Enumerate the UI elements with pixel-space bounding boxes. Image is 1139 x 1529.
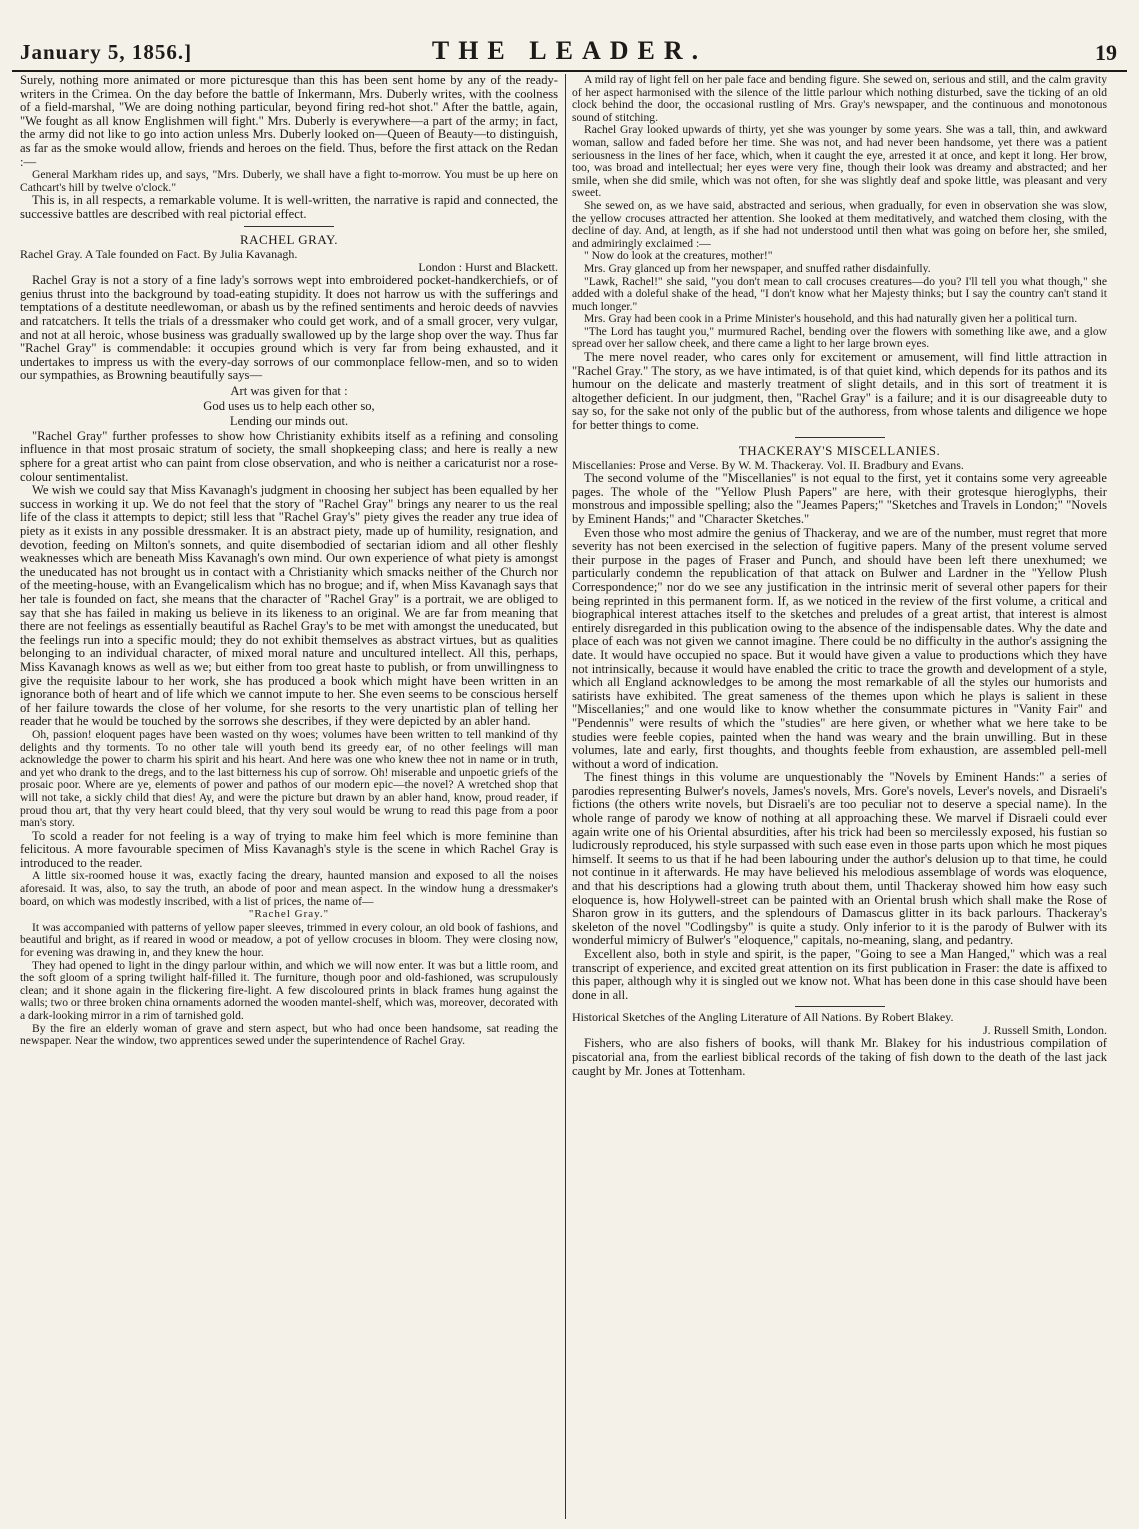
bibliography-entry: Miscellanies: Prose and Verse. By W. M. Thackeray. Vol. II. Bradbury and Evans. <box>572 458 964 473</box>
bib-publisher: J. Russell Smith, London. <box>982 1023 1107 1038</box>
quote-paragraph: "The Lord has taught you," murmured Rachel, bending over the flowers with something like awe, and a glow spread over her sallow cheek, and there came a light to her large brown eyes. <box>572 324 1107 351</box>
page-number: 19 <box>1095 40 1117 65</box>
bib-publisher: London : Hurst and Blackett. <box>418 260 558 275</box>
right-column <box>572 74 1107 1519</box>
quote-paragraph: Rachel Gray looked upwards of thirty, yet she was younger by some years. She was a tall, thin, and awkward woman, sallow and faded before her time. She was not, and had never been handsome, yet there was a patient seriousness in the lines of her face, which, when it caught the eye, arrested it at once, and kept it long. Her brow, too, was broad and intellectual; her eyes were very fine, though their look was dreamy and abstracted; and her smile, when she did smile, which was not often, for she was slightly deaf and spoke little, was pleasant and very sweet. <box>572 123 1107 200</box>
issue-date: January 5, 1856.] <box>20 40 193 64</box>
quote-paragraph: Oh, passion! eloquent pages have been wasted on thy woes; volumes have been written to tell mankind of thy delights and thy torments. To no other tale will youth bend its greedy ear, of no other feelings will man acknowledge the power to charm his spirit and his heart. And here was one who knew thee not in name or in truth, and yet who drank to the dregs, and to the last bitterness his cup of sorrow. Oh! miserable and unpoetic griefs of the prosaic poor. Where are ye, elements of power and pathos of our modern epic—the novel? A wretched shop that will not take, a sickly child that dies! Ay, and were the picture but drawn by an abler hand, know, proud reader, if proud thou art, that thy very heart could bleed, that thy very soul would be wrung to read this page from a poor man's story. <box>20 727 558 830</box>
paragraph: Rachel Gray is not a story of a fine lady's sorrows wept into embroidered pocket-handkerchiefs, or of genius thrust into the background by toad-eating stupidity. It does not harrow us with the sufferings and temptations of a destitute needlewoman, or abash us by the refined sentiments and heroic deeds of navvies and ratcatchers. It tells the trials of a dressmaker who could get work, and of a small grocer, very vulgar, and not at all heroic, whose business was gradually swallowed up by the large shop over the way. Thus far "Rachel Gray" is commendable: it occupies ground which is very far from being exhausted, and it undertakes to impress us with the every-day sorrows of our commonplace fellow-men, and so to widen our sympathies, as Browning beautifully says— <box>20 273 558 383</box>
paragraph: The second volume of the "Miscellanies" is not equal to the first, yet it contains some very agreeable pages. The whole of the "Yellow Plush Papers" are here, with their grotesque hieroglyphs, their monstrous and impossible spelling; also the "Jeames Papers;" "Sketches and Travels in London;" "Novels by Eminent Hands;" and "Character Sketches." <box>572 471 1107 526</box>
left-column <box>20 74 558 1519</box>
bib-title: Rachel Gray. A Tale founded on Fact. By Julia Kavanagh. <box>20 247 298 262</box>
paragraph: The mere novel reader, who cares only for excitement or amusement, will find little attraction in "Rachel Gray." The story, as we have intimated, is of that quiet kind, which depends for its pathos and its humour on the delicate and masterly treatment of slight details, and in this sort of treatment it is altogether deficient. In our judgment, then, "Rachel Gray" is a failure; and it is our disagreeable duty to say so, for the sake not only of the public but of the authoress, from whose talents and diligence we hope for better things to come. <box>572 350 1107 433</box>
paragraph: "Rachel Gray" further professes to show how Christianity exhibits itself as a refining and consoling influence in that most prosaic stratum of society, the small shopkeeping class; and here is really a new sphere for a great artist who can paint from close observation, and who is neither a caricaturist nor a rose-colour sentimentalist. <box>20 428 558 484</box>
quote-paragraph: A mild ray of light fell on her pale face and bending figure. She sewed on, serious and still, and the calm gravity of her aspect harmonised with the silence of the little parlour which nothing disturbed, save the ticking of an old clock behind the door, the occasional rustling of Mrs. Gray's newspaper, and the continuous and monotonous sound of stitching. <box>572 74 1107 124</box>
quote-paragraph: "Lawk, Rachel!" she said, "you don't mean to call crocuses creatures—do you? I'll tell you what though," she added with a doleful shake of the head, "I don't know what her Majesty thinks; but I say the country can't stand it much longer." <box>572 274 1107 313</box>
quote-paragraph: It was accompanied with patterns of yellow paper sleeves, trimmed in every colour, an old book of fashions, and beautiful and bright, as if reared in wood or meadow, a pot of yellow crocuses in bloom. They were closing now, for evening was drawing in, and they knew the hour. <box>20 920 558 960</box>
verse-line: Art was given for that : <box>230 383 348 398</box>
quote-paragraph: She sewed on, as we have said, abstracted and serious, when gradually, for even in observation she was slow, the yellow crocuses attracted her attention. She looked at them meditatively, and watched them closing, with the decline of day. And, at length, as if she had not understood until then what was going on before her, she smiled, and admiringly exclaimed :— <box>572 198 1107 250</box>
paragraph: Surely, nothing more animated or more picturesque than this has been sent home by any of the ready-writers in the Crimea. On the day before the battle of Inkermann, Mrs. Duberly writes, with the coolness of a field-marshal, "We are doing nothing particular, beyond firing red-hot shot." After the battle, again, "We fought as all know Englishmen will fight." Mrs. Duberly is everywhere—a part of the army; in fact, the army did not like to go into action unless Mrs. Duberly looked on—Queen of Beauty—to distinguish, as far as the smoke would allow, friends and heroes on the field. Thus, before the first attack on the Redan :— <box>20 74 558 169</box>
paragraph: Even those who most admire the genius of Thackeray, and we are of the number, must regret that more severity has not been exercised in the selection of fugitive papers. Many of the present volume served their purpose in the pages of Fraser and Punch, and should have been left there unexhumed; we particularly condemn the republication of that attack on Bulwer and Lardner in the "Yellow Plush Correspondence;" nor do we see any justification in the intrinsic merit of several other papers for their being reprinted in this permanent form. If, as we noticed in the review of the first volume, a critical and biographical interest attaches itself to the sketches and preludes of a great artist, that interest is almost entirely disregarded in this publication owing to the absence of the indispensable dates. Why the date and place of each was not given we cannot imagine. There could be no difficulty in the author's assigning the date. It would have occupied no space. But it would have given a value to productions which they have not intrinsically, because it would have enabled the critic to trace the growth and development of a style, which all England acknowledges to be among the most remarkable of all the styles our humorists and satirists have exhibited. The great sameness of the themes upon which he plays is salient in these "Miscellanies;" and one would like to know whether the consummate pictures in "Vanity Fair" and "Pendennis" were results of which the "studies" are here given, or whether what we here take to be studies were feeble copies, painted when the hand was weary and the brain unwilling. But in these volumes, late and early, first thoughts, and thoughts feeble from exhaustion, are assembled pell-mell without a word of indication. <box>572 525 1107 771</box>
review-title: RACHEL GRAY. <box>240 231 338 247</box>
bibliography-entry <box>20 248 558 274</box>
shop-sign-quote: "Rachel Gray." <box>248 908 330 921</box>
verse-line: Lending our minds out. <box>229 413 349 428</box>
page-header <box>12 34 1127 68</box>
quote-paragraph: A little six-roomed house it was, exactly facing the dreary, haunted mansion and exposed to all the noises aforesaid. It was, also, to say the truth, an abode of poor and mean aspect. In the window hung a dressmaker's board, on which was modestly inscribed, with a list of prices, the name of— <box>20 869 558 908</box>
quote-paragraph: " Now do look at the creatures, mother!" <box>584 249 773 263</box>
header-rule <box>12 70 1127 72</box>
paragraph: We wish we could say that Miss Kavanagh's judgment in choosing her subject has been equalled by her success in working it up. We do not feel that the story of "Rachel Gray" brings any nearer to us the real life of the class it attempts to depict; still less that "Rachel Gray's" piety gives the reader any true idea of piety as it exists in any possible dressmaker. It is an abstract piety, made up of humility, resignation, and devotion, feeding on Milton's sonnets, and quite disembodied of sectarian idiom and all other fleshly weaknesses which are beneath Miss Kavanagh's own mind. Our own experience of what piety is amongst the uneducated has not brought us in contact with a Christianity which smacks neither of the Church nor of the meeting-house, with an Evangelicalism which has no brogue; and if, when Miss Kavanagh says that her tale is founded on fact, she means that the character of "Rachel Gray" is a portrait, we are obliged to say that she has failed in making us believe in its likeness to an original. We are far from meaning that there are not feelings as essentially beautiful as Rachel Gray's to be met with amongst the uneducated, but the feelings run into a specific mould; they do not exhibit themselves as abstract virtues, but as qualities belonging to an individual character, of mixed moral nature and uncultured intellect. All this, perhaps, Miss Kavanagh knows as well as we; but either from too great haste to publish, or from unwillingness to give the requisite labour to her work, she has produced a book which might have been written in an ignorance both of heart and of life which we cannot impute to her. She even seems to be conscious herself of her failure towards the close of her volume, for she resorts to the very unartistic plan of telling her reader that he would be touched by the sorrows she describes, if they were depicted by an abler hand. <box>20 483 558 729</box>
paragraph: This is, in all respects, a remarkable volume. It is well-written, the narrative is rapid and connected, the successive battles are described with real pictorial effect. <box>20 193 558 221</box>
paragraph: Fishers, who are also fishers of books, will thank Mr. Blakey for his industrious compilation of piscatorial ana, from the earliest biblical records of the taking of fish down to the death of the last jack caught by Mr. Jones at Tottenham. <box>572 1036 1107 1078</box>
paragraph: To scold a reader for not feeling is a way of trying to make him feel which is more feminine than felicitous. A more favourable specimen of Miss Kavanagh's style is the scene in which Rachel Gray is introduced to the reader. <box>20 828 558 870</box>
quote-paragraph: General Markham rides up, and says, "Mrs. Duberly, we shall have a fight to-morrow. You must be up here on Cathcart's hill by twelve o'clock." <box>20 168 558 194</box>
review-title: THACKERAY'S MISCELLANIES. <box>738 442 941 458</box>
section-rule <box>795 1006 885 1007</box>
column-divider <box>565 74 566 1519</box>
section-rule <box>795 437 885 438</box>
quote-paragraph: Mrs. Gray had been cook in a Prime Minister's household, and this had naturally given her a political turn. <box>584 312 1078 326</box>
paragraph: Excellent also, both in style and spirit, is the paper, "Going to see a Man Hanged," which was a real transcript of experience, and excited great attention on its first publication in Fraser: the date is affixed to this paper, although why it is singled out we know not. What has been done in this case should have been done in all. <box>572 947 1107 1002</box>
quote-paragraph: Mrs. Gray glanced up from her newspaper, and snuffed rather disdainfully. <box>584 261 931 275</box>
masthead: THE LEADER. <box>431 36 708 65</box>
bib-title: Historical Sketches of the Angling Literature of All Nations. By Robert Blakey. <box>572 1010 954 1025</box>
bibliography-entry <box>572 1011 1107 1037</box>
verse-line: God uses us to help each other so, <box>203 398 375 413</box>
quote-paragraph: They had opened to light in the dingy parlour within, and which we will now enter. It was but a little room, and the soft gloom of a spring twilight half-filled it. The furniture, though poor and old-fashioned, was scrupulously clean; and it shone again in the flickering fire-light. A few discoloured prints in black frames hung against the walls; two or three broken china ornaments adorned the wooden mantel-shelf, which was, moreover, decorated with a dark-looking mirror in a rim of tarnished gold. <box>20 958 558 1022</box>
quote-paragraph: By the fire an elderly woman of grave and stern aspect, but who had once been handsome, sat reading the newspaper. Near the window, two apprentices sewed under the superintendence of Rachel Gray. <box>20 1021 558 1048</box>
paragraph: The finest things in this volume are unquestionably the "Novels by Eminent Hands:" a series of parodies representing Bulwer's novels, James's novels, Mrs. Gore's novels, Lever's novels, and Disraeli's fictions (the others write novels, but Disraeli's are too peculiar not to deserve a special name). In the whole range of parody we know of nothing at all approaching these. We marvel if Disraeli could ever again write one of his Oriental absurdities, after his trick had been so mercilessly exposed, his fustian so ludicrously reproduced, his style surpassed with such ease even in those parts upon which he most piques himself. It seems to us that if he had been labouring under the author's delusion up to that time, he could not continue in it afterwards. He may have believed his melodious assemblage of words was eloquence, and that his descriptions had a glowing truth about them, until Thackeray showed him how easy such eloquence is, how Holywell-street can be painted with an Oriental brush which shall make the Rose of Sharon grow in its gutters, and the splendours of Damascus glitter in its back parlours. Thackeray's skeleton of the novel "Codlingsby" is quite a study. Only inferior to it is the parody of Bulwer with its wonderful mimicry of Bulwer's "eloquence," capitals, no-meaning, slang, and pedantry. <box>572 770 1107 948</box>
section-rule <box>244 226 334 227</box>
